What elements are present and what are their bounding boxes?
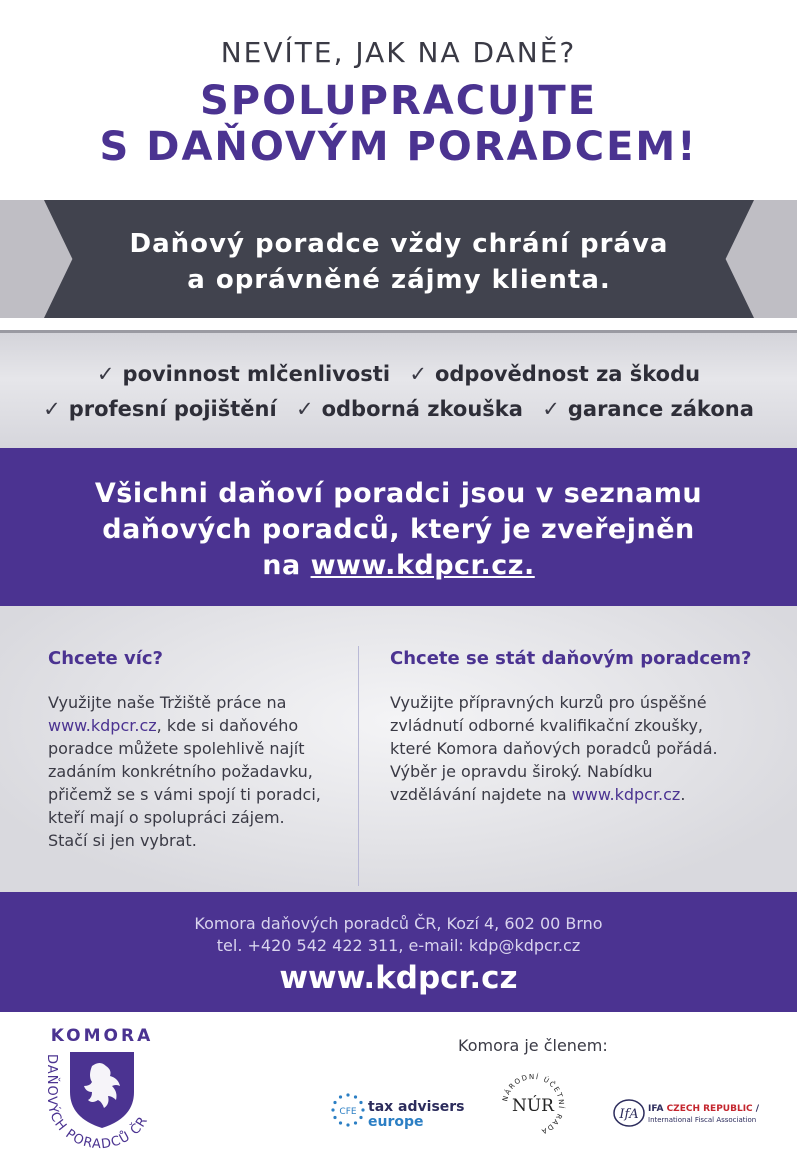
right-column-title: Chcete se stát daňovým poradcem? xyxy=(390,648,752,669)
ifa-emblem-icon xyxy=(612,1098,646,1128)
eu-stars-icon xyxy=(330,1092,366,1128)
checklist-row-2 xyxy=(0,397,797,421)
checklist-item: ✓ profesní pojištění xyxy=(43,397,277,421)
left-column xyxy=(48,648,348,852)
ribbon-line-1: Daňový poradce vždy chrání práva xyxy=(129,229,669,259)
logo-arc-text: DAŇOVÝCH PORADCŮ ČR xyxy=(43,1054,152,1152)
ribbon-line-2: a oprávněné zájmy klienta. xyxy=(187,265,611,295)
kdp-logo xyxy=(40,1022,170,1152)
ifa-name: IFA CZECH REPUBLIC / International Fiscal Association xyxy=(648,1104,760,1124)
checklist-item: ✓ odpovědnost za škodu xyxy=(409,362,701,386)
checklist-item: ✓ garance zákona xyxy=(542,397,754,421)
checklist-item: ✓ povinnost mlčenlivosti xyxy=(96,362,391,386)
nur-seal-icon xyxy=(498,1070,568,1140)
checklist-item: ✓ odborná zkouška xyxy=(295,397,523,421)
ribbon-text xyxy=(44,226,754,298)
check-icon: ✓ xyxy=(409,362,427,386)
nur-mark-text: NÚR xyxy=(511,1096,555,1116)
left-column-title: Chcete víc? xyxy=(48,648,163,669)
headline-line-2: S DAŇOVÝM PORADCEM! xyxy=(99,124,698,170)
register-line-2: daňových poradců, který je zveřejněn xyxy=(102,514,695,545)
ifa-logo xyxy=(612,1098,646,1132)
tax-advisers-europe-logo xyxy=(330,1092,366,1132)
checklist-band xyxy=(0,330,797,448)
check-icon: ✓ xyxy=(96,362,115,386)
checklist-row-1 xyxy=(0,362,797,386)
register-url-link[interactable]: www.kdpcr.cz. xyxy=(310,550,535,581)
column-divider xyxy=(358,646,359,886)
kicker-heading: NEVÍTE, JAK NA DANĚ? xyxy=(220,36,577,69)
footer-address: Komora daňových poradců ČR, Kozí 4, 602 00 Brno xyxy=(194,914,603,933)
register-line-3: na www.kdpcr.cz. xyxy=(262,550,535,581)
headline-line-1: SPOLUPRACUJTE xyxy=(199,78,598,124)
right-column xyxy=(390,648,770,806)
ifa-mark-text: IfA xyxy=(619,1107,639,1122)
kdpcr-link[interactable]: www.kdpcr.cz xyxy=(571,785,681,804)
footer-url-link[interactable]: www.kdpcr.cz xyxy=(279,960,518,996)
left-column-body: Využijte naše Tržiště práce na www.kdpcr.cz, kde si daňového poradce můžete spolehlivě najít zadáním konkrétního požadavku, přičemž se s vámi spojí ti poradci, kteří mají o spolupráci zájem. Stačí si jen vybrat. xyxy=(48,693,321,850)
nur-ring-text: NÁRODNÍ ÚČETNÍ RADA xyxy=(501,1072,566,1136)
main-headline xyxy=(0,78,797,170)
membership-label: Komora je členem: xyxy=(458,1036,608,1055)
kdpcr-link[interactable]: www.kdpcr.cz xyxy=(48,716,157,735)
logo-top-text: KOMORA xyxy=(50,1026,154,1046)
right-column-body: Využijte přípravných kurzů pro úspěšné zvládnutí odborné kvalifikační zkoušky, které Komora daňových poradců pořádá. Výběr je opravdu široký. Nabídku vzdělávání najdete na www.kdpcr.cz. xyxy=(390,693,718,804)
cfe-badge-text: CFE xyxy=(339,1107,357,1117)
nur-logo xyxy=(498,1070,568,1144)
kdp-logo-graphic xyxy=(40,1022,170,1152)
check-icon: ✓ xyxy=(43,397,61,421)
check-icon: ✓ xyxy=(295,397,314,421)
tax-advisers-europe-name: tax advisers europe xyxy=(368,1099,465,1130)
footer-contact: tel. +420 542 422 311, e-mail: kdp@kdpcr.cz xyxy=(216,936,581,955)
register-text xyxy=(0,476,797,584)
check-icon: ✓ xyxy=(542,397,560,421)
register-line-1: Všichni daňoví poradci jsou v seznamu xyxy=(94,478,703,509)
